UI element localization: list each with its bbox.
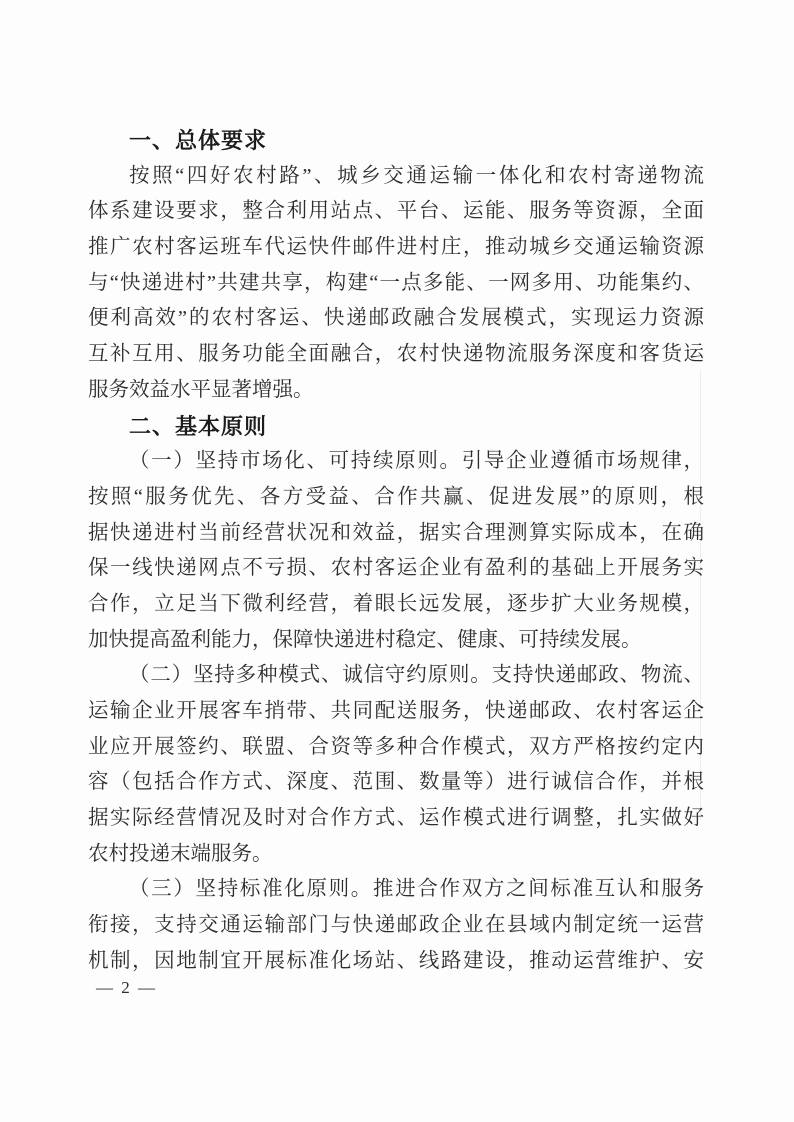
section-heading: 一、总体要求 (129, 128, 268, 153)
page-number: — 2 — (96, 978, 157, 997)
text-line: 据实际经营情况及时对合作方式、运作模式进行调整，扎实做好 (88, 807, 704, 830)
text-line: 保一线快递网点不亏损、农村客运企业有盈利的基础上开展务实 (88, 557, 704, 580)
text-line: 农村投递末端服务。 (88, 842, 273, 865)
paragraph (88, 872, 704, 979)
text-line: 容（包括合作方式、深度、范围、数量等）进行诚信合作，并根 (88, 771, 704, 794)
paragraph (88, 658, 704, 872)
paragraph (88, 444, 704, 658)
text-line: 运输企业开展客车捎带、共同配送服务，快递邮政、农村客运企 (88, 700, 704, 722)
text-line: 体系建设要求，整合利用站点、平台、运能、服务等资源，全面 (88, 200, 704, 223)
text-line: 推广农村客运班车代运快件邮件进村庄，推动城乡交通运输资源 (88, 236, 704, 259)
section-heading: 二、基本原则 (129, 413, 268, 439)
text-line: 按照“服务优先、各方受益、合作共赢、促进发展”的原则，根 (88, 485, 704, 508)
text-line: 业应开展签约、联盟、合资等多种合作模式，双方严格按约定内 (88, 735, 704, 758)
text-line: 机制，因地制宜开展标准化场站、线路建设，推动运营维护、安 (88, 949, 704, 972)
text-line: 便利高效”的农村客运、快递邮政融合发展模式，实现运力资源 (88, 307, 704, 330)
text-line: 按照“四好农村路”、城乡交通运输一体化和农村寄递物流 (129, 164, 704, 187)
content-area (88, 123, 704, 980)
text-line: （二）坚持多种模式、诚信守约原则。支持快递邮政、物流、 (129, 664, 704, 687)
text-line: （三）坚持标准化原则。推进合作双方之间标准互认和服务 (129, 878, 704, 901)
text-line: （一）坚持市场化、可持续原则。引导企业遵循市场规律， (129, 450, 704, 473)
text-line: 据快递进村当前经营状况和效益，据实合理测算实际成本，在确 (88, 521, 704, 544)
text-line: 与“快递进村”共建共享，构建“一点多能、一网多用、功能集约、 (88, 271, 704, 294)
paragraph (88, 159, 704, 409)
text-line: 衔接，支持交通运输部门与快递邮政企业在县域内制定统一运营 (88, 914, 704, 937)
text-line: 合作，立足当下微利经营，着眼长远发展，逐步扩大业务规模， (88, 592, 704, 615)
text-line: 加快提高盈利能力，保障快递进村稳定、健康、可持续发展。 (88, 628, 642, 651)
text-line: 互补互用、服务功能全面融合，农村快递物流服务深度和客货运 (88, 343, 704, 366)
text-line: 服务效益水平显著增强。 (88, 378, 314, 401)
